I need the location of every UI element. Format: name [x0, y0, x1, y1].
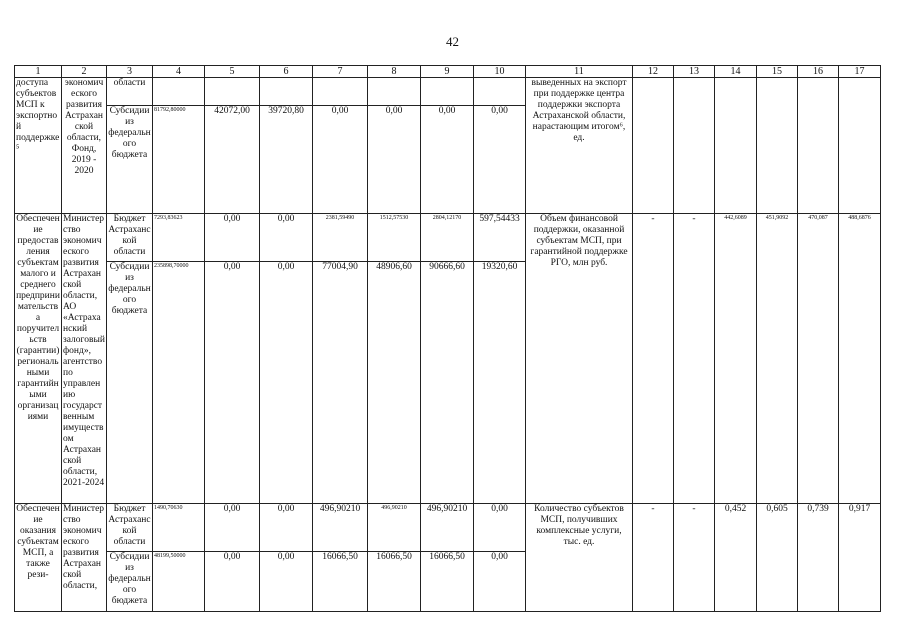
target-cell: 0,452 [715, 504, 757, 612]
value-cell: 42072,00 [205, 106, 260, 214]
source-cell: Бюджет Астраханской области [107, 214, 153, 262]
source-cell: области [107, 78, 153, 106]
col-header: 9 [421, 66, 474, 78]
value-cell: 16066,50 [368, 552, 421, 612]
value-cell: 0,00 [205, 504, 260, 552]
target-cell: 442,6089 [715, 214, 757, 504]
table-row [15, 504, 881, 552]
col-header: 2 [62, 66, 107, 78]
col-header: 17 [839, 66, 881, 78]
source-cell: Субсидии из федерального бюджета [107, 552, 153, 612]
value-cell: 7293,83623 [153, 214, 205, 262]
indicator-cell: выведенных на экспорт при поддержке центра поддержки экспорта Астраханской области, нарастающим итогом⁶, ед. [526, 78, 633, 214]
budget-table [14, 65, 881, 612]
value-cell: 2381,59490 [313, 214, 368, 262]
value-cell: 0,00 [205, 214, 260, 262]
col-header: 13 [674, 66, 715, 78]
value-cell: 0,00 [474, 552, 526, 612]
value-cell: 496,90210 [421, 504, 474, 552]
activity-cell: Обеспечение оказания субъектам МСП, а также рези- [15, 504, 62, 612]
value-cell: 0,00 [421, 106, 474, 214]
col-header: 3 [107, 66, 153, 78]
source-cell: Субсидии из федерального бюджета [107, 106, 153, 214]
value-cell: 39720,80 [260, 106, 313, 214]
value-cell: 0,00 [260, 552, 313, 612]
value-cell: 0,00 [474, 504, 526, 552]
target-cell: 470,087 [798, 214, 839, 504]
col-header: 15 [757, 66, 798, 78]
executor-cell: Министерство экономического развития Астраханской области, АО «Астраханский залоговый фонд», агентство по управлению государственным имуществом Астраханской области, 2021-2024 [62, 214, 107, 504]
value-cell: 0,00 [260, 262, 313, 504]
table-row [15, 78, 881, 106]
table-row [15, 214, 881, 262]
value-cell: 0,00 [474, 106, 526, 214]
col-header: 12 [633, 66, 674, 78]
col-header: 10 [474, 66, 526, 78]
executor-cell: Министерство экономического развития Астраханской области, [62, 504, 107, 612]
value-cell: 597,54433 [474, 214, 526, 262]
value-cell: 90666,60 [421, 262, 474, 504]
activity-cell: доступа субъектов МСП к экспортной поддержке⁵ [15, 78, 62, 214]
value-cell: 0,00 [313, 106, 368, 214]
header-row [15, 66, 881, 78]
value-cell: 48906,60 [368, 262, 421, 504]
target-cell: - [633, 504, 674, 612]
col-header: 6 [260, 66, 313, 78]
indicator-cell: Объем финансовой поддержки, оказанной субъектам МСП, при гарантийной поддержке РГО, млн руб. [526, 214, 633, 504]
col-header: 14 [715, 66, 757, 78]
source-cell: Бюджет Астраханской области [107, 504, 153, 552]
value-cell: 496,90210 [313, 504, 368, 552]
value-cell: 0,00 [260, 504, 313, 552]
value-cell: 0,00 [260, 214, 313, 262]
value-cell: 19320,60 [474, 262, 526, 504]
target-cell: 0,917 [839, 504, 881, 612]
value-cell: 16066,50 [421, 552, 474, 612]
value-cell: 0,00 [205, 262, 260, 504]
value-cell: 2804,12170 [421, 214, 474, 262]
page-number: 42 [446, 34, 459, 49]
value-cell: 1490,70630 [153, 504, 205, 552]
target-cell: 451,9092 [757, 214, 798, 504]
value-cell: 81792,80000 [153, 106, 205, 214]
value-cell: 496,90210 [368, 504, 421, 552]
activity-cell: Обеспечение предоставления субъектам малого и среднего предпринимательства поручительств (гарантии) региональными гарантийными организациями [15, 214, 62, 504]
col-header: 16 [798, 66, 839, 78]
col-header: 4 [153, 66, 205, 78]
target-cell: - [674, 504, 715, 612]
target-cell: 0,739 [798, 504, 839, 612]
value-cell: 235898,70000 [153, 262, 205, 504]
value-cell: 77004,90 [313, 262, 368, 504]
value-cell: 0,00 [205, 552, 260, 612]
indicator-cell: Количество субъектов МСП, получивших комплексные услуги, тыс. ед. [526, 504, 633, 612]
col-header: 7 [313, 66, 368, 78]
value-cell: 1512,57530 [368, 214, 421, 262]
target-cell: - [633, 214, 674, 504]
target-cell: - [674, 214, 715, 504]
target-cell: 0,605 [757, 504, 798, 612]
value-cell: 16066,50 [313, 552, 368, 612]
col-header: 11 [526, 66, 633, 78]
col-header: 5 [205, 66, 260, 78]
col-header: 8 [368, 66, 421, 78]
value-cell: 0,00 [368, 106, 421, 214]
source-cell: Субсидии из федерального бюджета [107, 262, 153, 504]
target-cell: 488,6876 [839, 214, 881, 504]
col-header: 1 [15, 66, 62, 78]
value-cell: 48199,50000 [153, 552, 205, 612]
executor-cell: экономического развития Астраханской области, Фонд, 2019 - 2020 [62, 78, 107, 214]
